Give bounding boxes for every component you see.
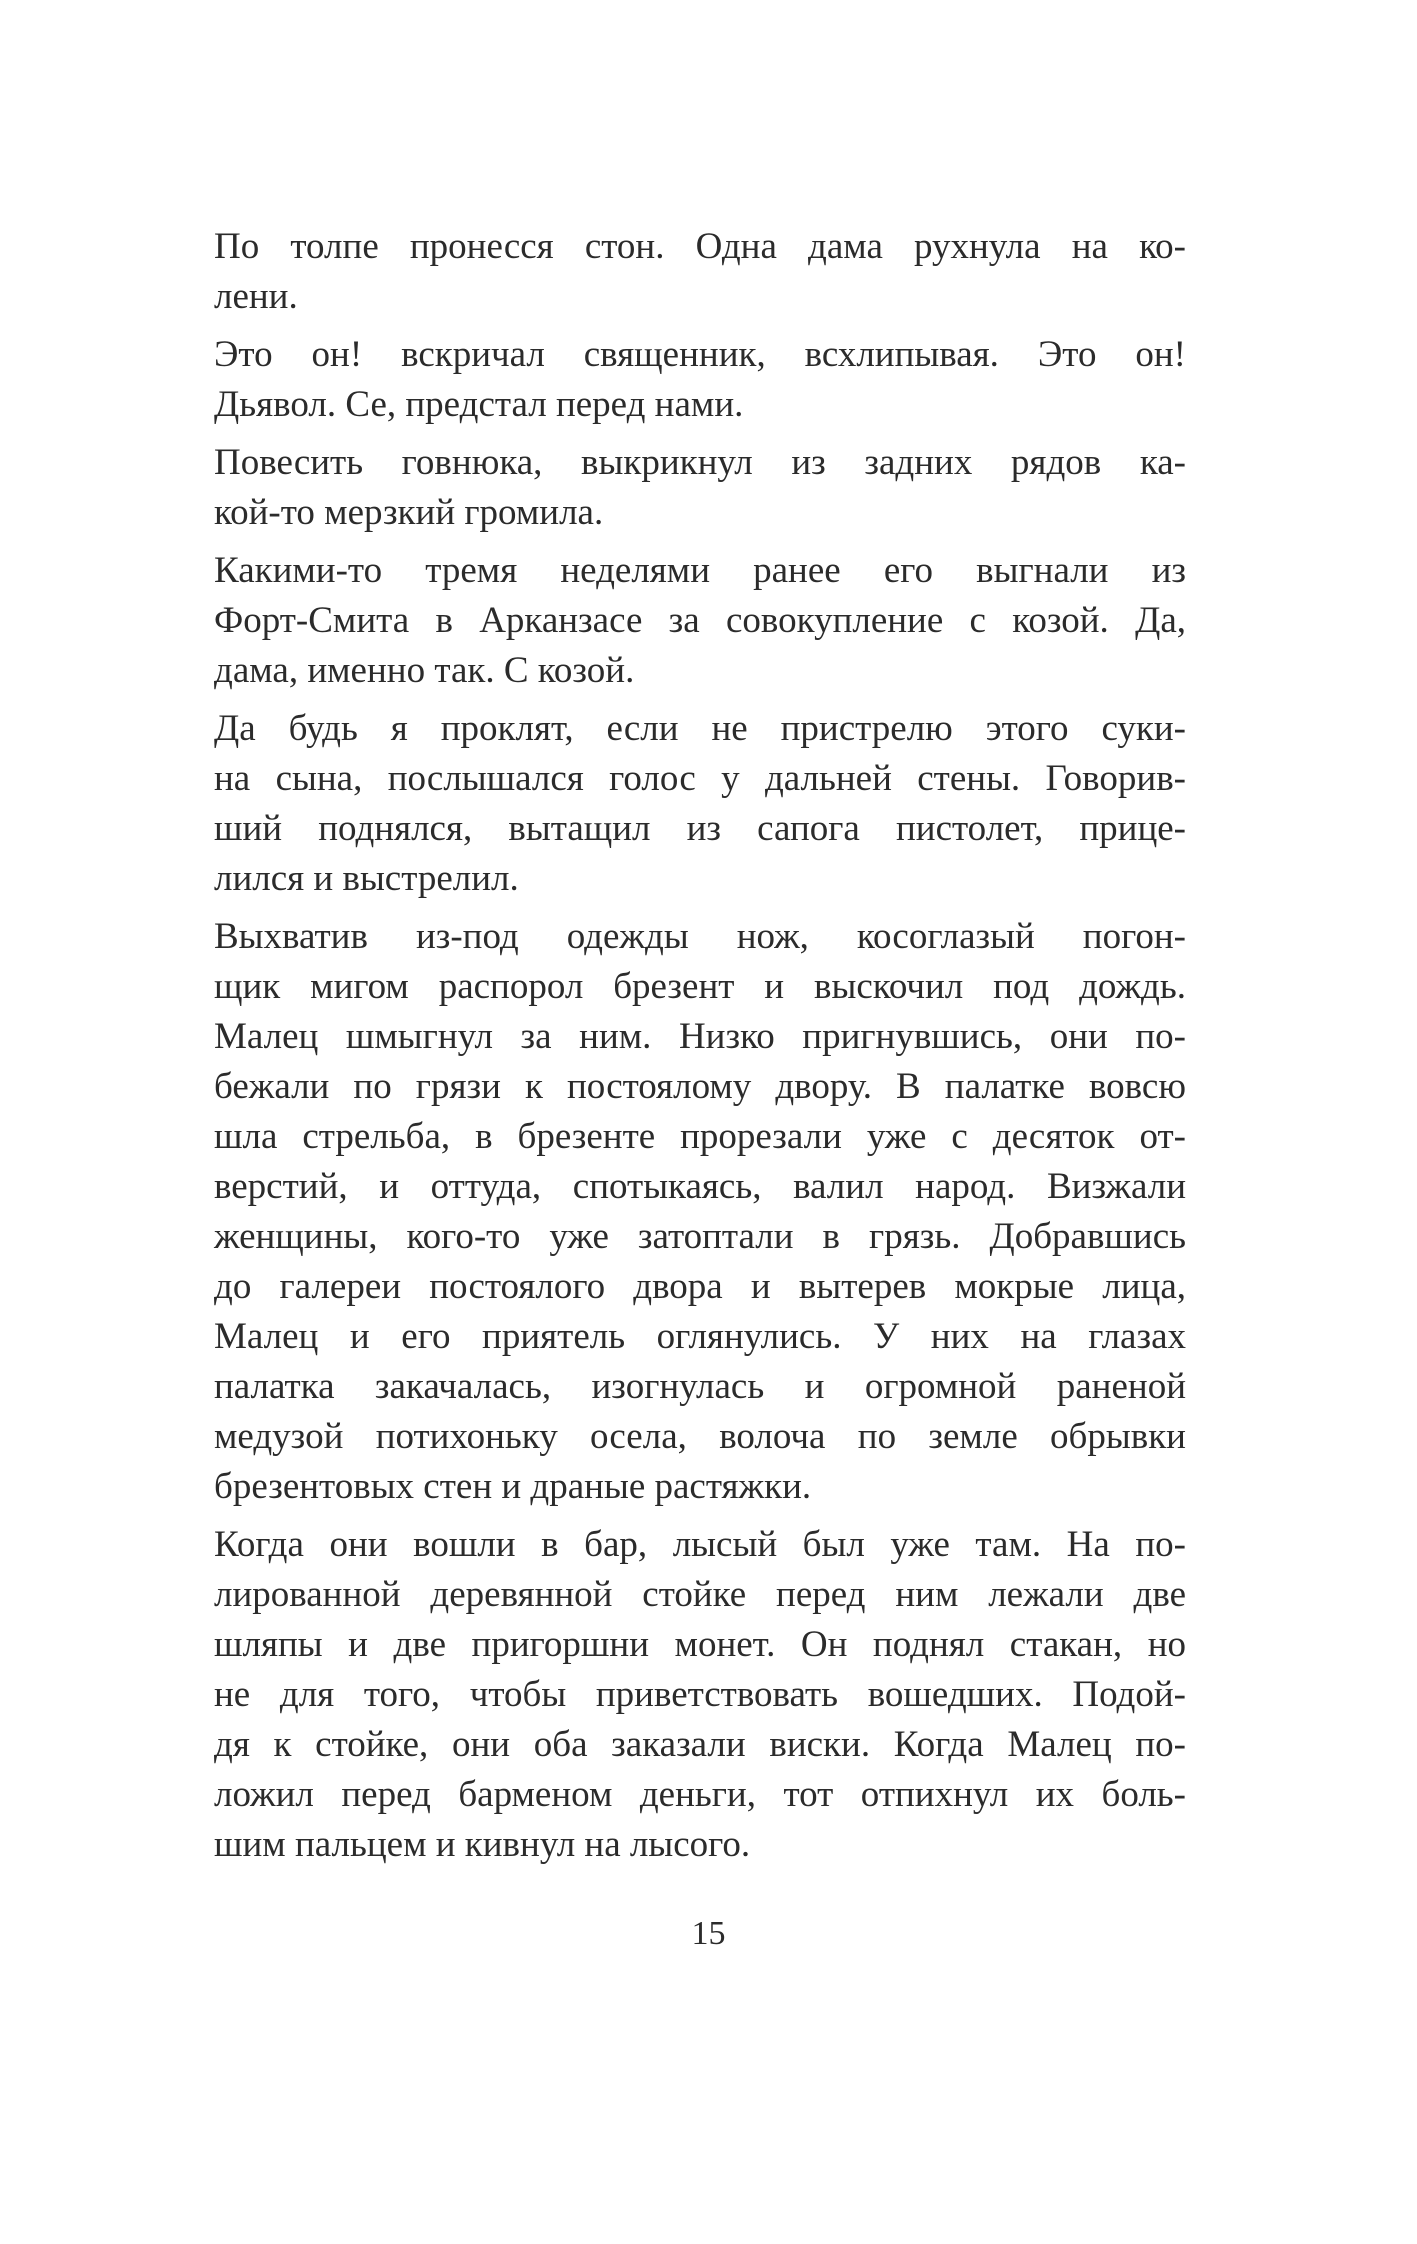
text-line: ший поднялся, вытащил из сапога пистолет, прице-: [214, 808, 1186, 849]
text-line: шляпы и две пригоршни монет. Он поднял стакан, но: [214, 1624, 1186, 1665]
text-line: шим пальцем и кивнул на лысого.: [214, 1824, 751, 1865]
paragraph: [214, 704, 1186, 904]
text-line: верстий, и оттуда, спотыкаясь, валил народ. Визжали: [214, 1166, 1186, 1207]
paragraph: [214, 222, 1186, 322]
text-line: не для того, чтобы приветствовать вошедших. Подой-: [214, 1674, 1186, 1715]
text-line: кой-то мерзкий громила.: [214, 492, 604, 533]
text-line: Дьявол. Се, предстал перед нами.: [214, 384, 744, 425]
text-line: бежали по грязи к постоялому двору. В палатке вовсю: [214, 1066, 1186, 1107]
text-line: дама, именно так. С козой.: [214, 650, 635, 691]
text-line: до галереи постоялого двора и вытерев мокрые лица,: [214, 1266, 1186, 1307]
paragraph: [214, 330, 1186, 430]
text-line: Выхватив из-под одежды нож, косоглазый погон-: [214, 916, 1186, 957]
paragraph: [214, 1520, 1186, 1870]
text-line: Повесить говнюка, выкрикнул из задних рядов ка-: [214, 442, 1186, 483]
text-line: лени.: [214, 276, 298, 317]
text-line: палатка закачалась, изогнулась и огромной раненой: [214, 1366, 1186, 1407]
text-line: лированной деревянной стойке перед ним лежали две: [214, 1574, 1186, 1615]
text-line: Да будь я проклят, если не пристрелю этого суки-: [214, 708, 1186, 749]
text-line: Форт-Смита в Арканзасе за совокупление с козой. Да,: [214, 600, 1186, 641]
text-line: По толпе пронесся стон. Одна дама рухнула на ко-: [214, 226, 1186, 267]
page-number: 15: [691, 1915, 726, 1952]
body-text: [214, 222, 1186, 1878]
text-line: Малец шмыгнул за ним. Низко пригнувшись, они по-: [214, 1016, 1186, 1057]
text-line: ложил перед барменом деньги, тот отпихнул их боль-: [214, 1774, 1186, 1815]
text-line: шла стрельба, в брезенте прорезали уже с десяток от-: [214, 1116, 1186, 1157]
text-line: Это он! вскричал священник, всхлипывая. Это он!: [214, 334, 1186, 375]
paragraph: [214, 438, 1186, 538]
paragraph: [214, 912, 1186, 1512]
text-line: Какими-то тремя неделями ранее его выгнали из: [214, 550, 1186, 591]
text-line: Когда они вошли в бар, лысый был уже там. На по-: [214, 1524, 1186, 1565]
paragraph: [214, 546, 1186, 696]
text-line: на сына, послышался голос у дальней стены. Говорив-: [214, 758, 1186, 799]
text-line: медузой потихоньку осела, волоча по земле обрывки: [214, 1416, 1186, 1457]
text-line: Малец и его приятель оглянулись. У них на глазах: [214, 1316, 1186, 1357]
text-line: женщины, кого-то уже затоптали в грязь. Добравшись: [214, 1216, 1186, 1257]
text-line: дя к стойке, они оба заказали виски. Когда Малец по-: [214, 1724, 1186, 1765]
text-line: брезентовых стен и драные растяжки.: [214, 1466, 812, 1507]
text-line: лился и выстрелил.: [214, 858, 519, 899]
text-line: щик мигом распорол брезент и выскочил под дождь.: [214, 966, 1186, 1007]
